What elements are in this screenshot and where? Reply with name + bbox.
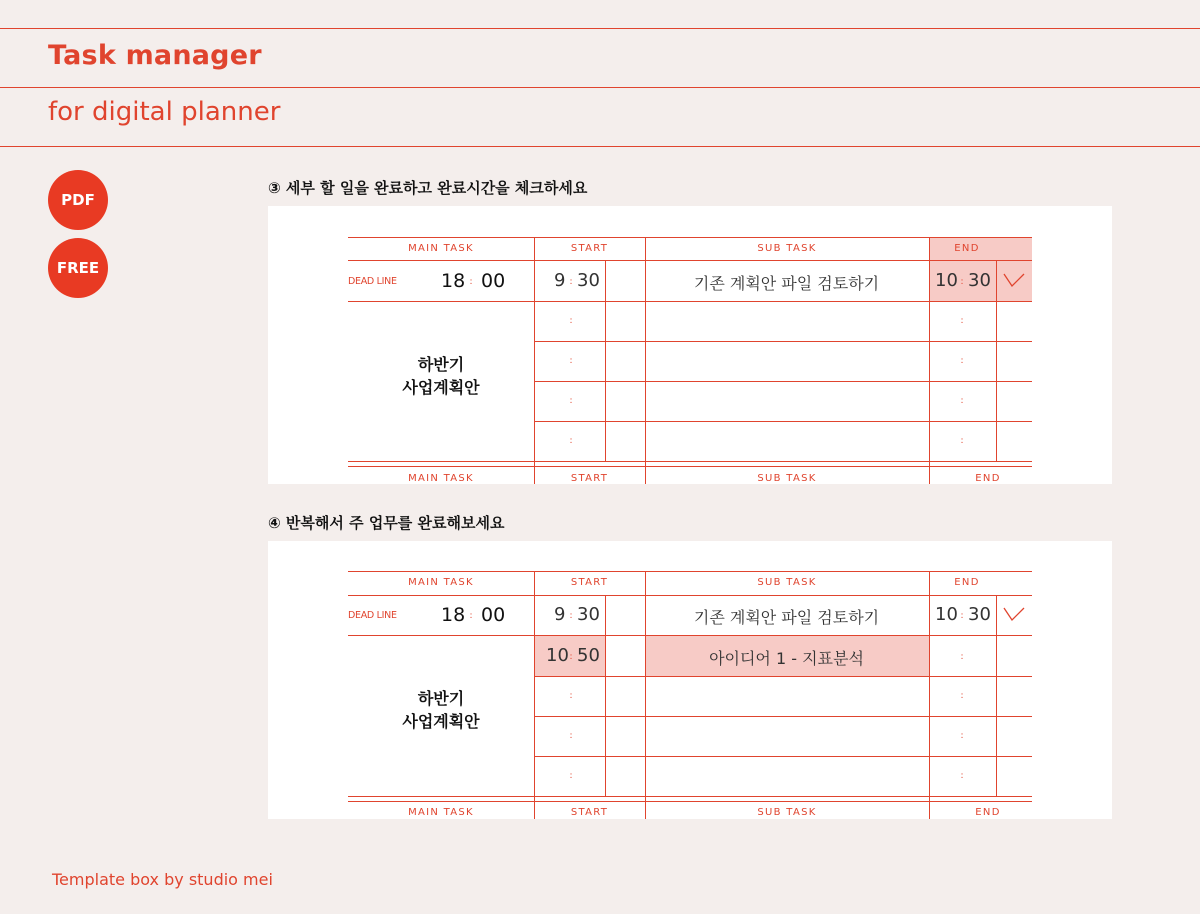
- time-colon: :: [569, 316, 573, 326]
- table-line: [534, 571, 535, 819]
- header-start: START: [570, 577, 609, 588]
- time-colon: :: [569, 436, 573, 446]
- header-start: START: [570, 473, 609, 484]
- table-line: [605, 260, 606, 461]
- check-icon[interactable]: [1002, 606, 1026, 622]
- time-colon: :: [569, 356, 573, 366]
- end-hour[interactable]: 10: [935, 604, 958, 625]
- deadline-hour[interactable]: 18: [441, 270, 466, 292]
- time-colon: :: [569, 731, 573, 741]
- start-minute[interactable]: 50: [577, 645, 600, 666]
- main-task-line-1[interactable]: 하반기: [417, 355, 465, 374]
- deadline-minute[interactable]: 00: [481, 270, 506, 292]
- table-line: [534, 341, 1032, 342]
- footer-credit: Template box by studio mei: [52, 870, 273, 889]
- table-line: [929, 571, 930, 819]
- start-minute[interactable]: 30: [577, 270, 600, 291]
- title-divider: [0, 87, 1200, 88]
- main-task-line-2[interactable]: 사업계획안: [402, 378, 480, 397]
- header-end: END: [975, 473, 1001, 484]
- time-colon: :: [960, 691, 964, 701]
- start-hour[interactable]: 9: [554, 270, 566, 291]
- step-4-label: ④ 반복해서 주 업무를 완료해보세요: [268, 514, 505, 532]
- time-colon: :: [960, 356, 964, 366]
- header-sub-task: SUB TASK: [757, 473, 817, 484]
- header-sub-task: SUB TASK: [757, 577, 817, 588]
- time-colon: :: [960, 316, 964, 326]
- time-colon: :: [569, 691, 573, 701]
- table-line: [534, 237, 535, 484]
- pdf-badge[interactable]: PDF: [48, 170, 108, 230]
- header-end: END: [954, 577, 980, 588]
- header-main-task: MAIN TASK: [408, 243, 474, 254]
- table-line: [605, 595, 606, 796]
- time-colon: :: [569, 771, 573, 781]
- table-line: [534, 421, 1032, 422]
- header-sub-task: SUB TASK: [757, 243, 817, 254]
- subtitle-divider: [0, 146, 1200, 147]
- time-colon: :: [960, 277, 964, 287]
- header-main-task: MAIN TASK: [408, 807, 474, 818]
- header-start: START: [570, 243, 609, 254]
- time-colon: :: [569, 652, 573, 662]
- free-badge[interactable]: FREE: [48, 238, 108, 298]
- subtask-text[interactable]: 기존 계획안 파일 검토하기: [693, 274, 880, 293]
- top-divider: [0, 28, 1200, 29]
- main-task-line-2[interactable]: 사업계획안: [402, 712, 480, 731]
- step-3-label: ③ 세부 할 일을 완료하고 완료시간을 체크하세요: [268, 179, 588, 197]
- end-hour[interactable]: 10: [935, 270, 958, 291]
- end-minute[interactable]: 30: [968, 604, 991, 625]
- table-line: [534, 716, 1032, 717]
- time-colon: :: [960, 436, 964, 446]
- planner-card-2: [268, 541, 1112, 819]
- header-start: START: [570, 807, 609, 818]
- subtask-text[interactable]: 기존 계획안 파일 검토하기: [693, 608, 880, 627]
- time-colon: :: [469, 277, 473, 287]
- deadline-label: DEAD LINE: [348, 610, 397, 621]
- planner-card-1: [268, 206, 1112, 484]
- table-line: [534, 381, 1032, 382]
- check-icon[interactable]: [1002, 272, 1026, 288]
- time-colon: :: [569, 396, 573, 406]
- start-minute[interactable]: 30: [577, 604, 600, 625]
- time-colon: :: [469, 611, 473, 621]
- table-line: [534, 676, 1032, 677]
- time-colon: :: [569, 611, 573, 621]
- page-title: Task manager: [48, 40, 262, 71]
- time-colon: :: [960, 731, 964, 741]
- main-task-line-1[interactable]: 하반기: [417, 689, 465, 708]
- deadline-label: DEAD LINE: [348, 276, 397, 287]
- header-end: END: [975, 807, 1001, 818]
- header-sub-task: SUB TASK: [757, 807, 817, 818]
- header-main-task: MAIN TASK: [408, 577, 474, 588]
- table-line: [996, 595, 997, 796]
- header-main-task: MAIN TASK: [408, 473, 474, 484]
- time-colon: :: [960, 396, 964, 406]
- start-hour[interactable]: 9: [554, 604, 566, 625]
- table-line: [996, 260, 997, 461]
- start-hour[interactable]: 10: [546, 645, 569, 666]
- table-line: [929, 237, 930, 484]
- page-subtitle: for digital planner: [48, 97, 281, 127]
- time-colon: :: [960, 611, 964, 621]
- end-minute[interactable]: 30: [968, 270, 991, 291]
- time-colon: :: [960, 652, 964, 662]
- table-line: [534, 756, 1032, 757]
- time-colon: :: [960, 771, 964, 781]
- deadline-minute[interactable]: 00: [481, 604, 506, 626]
- header-end: END: [954, 243, 980, 254]
- time-colon: :: [569, 277, 573, 287]
- deadline-hour[interactable]: 18: [441, 604, 466, 626]
- subtask-text[interactable]: 아이디어 1 - 지표분석: [709, 649, 864, 668]
